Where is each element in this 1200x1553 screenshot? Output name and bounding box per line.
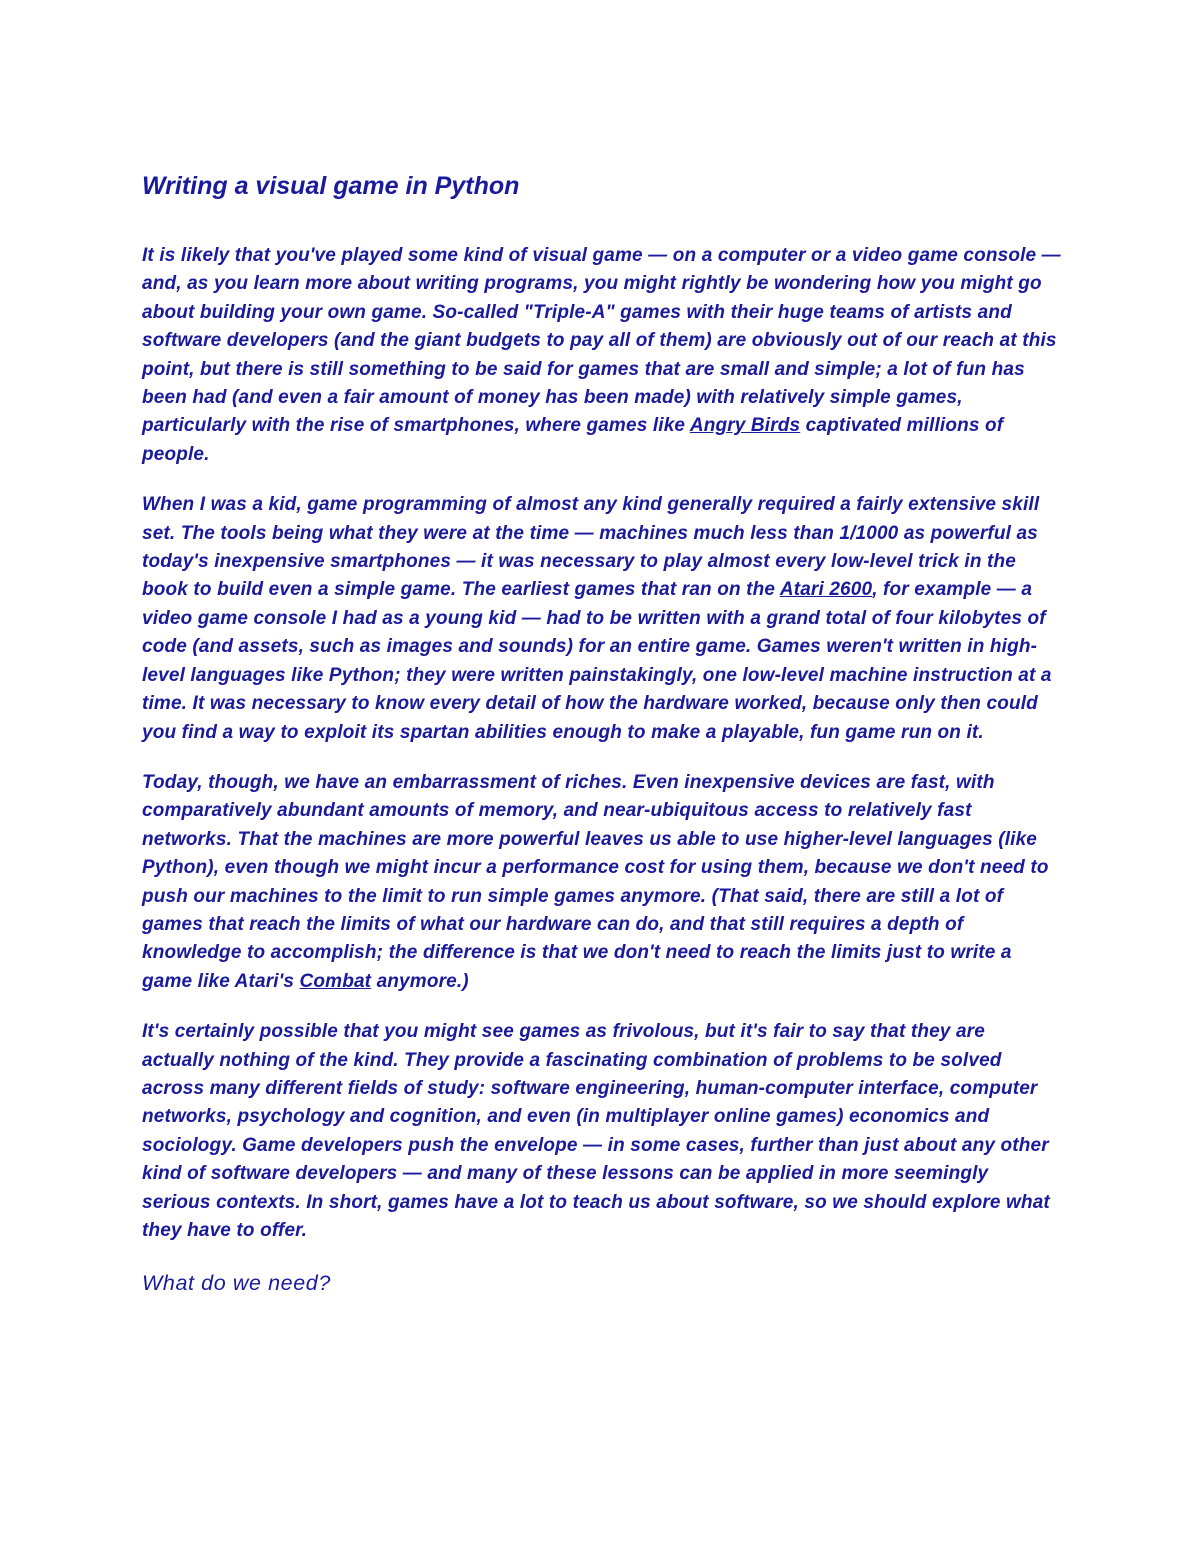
paragraph-text: When I was a kid, game programming of almost any kind generally required a fairly extensive skill set. The tools being what they were at the time — machines much less than 1/1000 as powerful as today's inexpensive smartphones — it was necessary to play almost every low-level trick in the book to build even a simple game. The earliest games that ran on the xyxy=(142,494,1040,601)
paragraph-text: anymore.) xyxy=(371,970,469,992)
paragraph-text: Today, though, we have an embarrassment of riches. Even inexpensive devices are fast, with comparatively abundant amounts of memory, and near-ubiquitous access to relatively fast networks. That the machines are more powerful leaves us able to use higher-level languages (like Python), even though we might incur a performance cost for using them, because we don't need to push our machines to the limit to run simple games anymore. (That said, there are still a lot of games that reach the limits of what our hardware can do, and that still requires a depth of knowledge to accomplish; the difference is that we don't need to reach the limits just to write a game like Atari's xyxy=(142,771,1049,992)
paragraph-text: captivated millions of people. xyxy=(142,415,1004,465)
angry-birds-link[interactable]: Angry Birds xyxy=(689,415,801,437)
combat-link[interactable]: Combat xyxy=(299,970,372,992)
document-title: Writing a visual game in Python xyxy=(142,172,520,200)
paragraph-text: , for example — a video game console I had as a young kid — had to be written with a grand total of four kilobytes of code (and assets, such as images and sounds) for an entire game. Games weren't written in high-level languages like Python; they were written painstakingly, one low-level machine instruction at a time. It was necessary to know every detail of how the hardware worked, because only then could you find a way to exploit its spartan abilities enough to make a playable, fun game run on it. xyxy=(142,579,1052,743)
paragraph-today xyxy=(142,769,1062,996)
paragraph-frivolous xyxy=(142,1018,1062,1245)
section-heading: What do we need? xyxy=(142,1271,331,1296)
atari-2600-link[interactable]: Atari 2600 xyxy=(779,579,873,601)
paragraph-history xyxy=(142,491,1062,747)
paragraph-text: It is likely that you've played some kind of visual game — on a computer or a video game console — and, as you learn more about writing programs, you might rightly be wondering how you might go about building your own game. So-called "Triple-A" games with their huge teams of artists and software developers (and the giant budgets to pay all of them) are obviously out of our reach at this point, but there is still something to be said for games that are small and simple; a lot of fun has been had (and even a fair amount of money has been made) with relatively simple games, particularly with the rise of smartphones, where games like xyxy=(142,245,1061,437)
paragraph-text: It's certainly possible that you might see games as frivolous, but it's fair to say that they are actually nothing of the kind. They provide a fascinating combination of problems to be solved across many different fields of study: software engineering, human-computer interface, computer networks, psychology and cognition, and even (in multiplayer online games) economics and sociology. Game developers push the envelope — in some cases, further than just about any other kind of software developers — and many of these lessons can be applied in more seemingly serious contexts. In short, games have a lot to teach us about software, so we should explore what they have to offer. xyxy=(142,1021,1050,1241)
document-body xyxy=(142,168,1062,1299)
paragraph-intro xyxy=(142,242,1062,469)
